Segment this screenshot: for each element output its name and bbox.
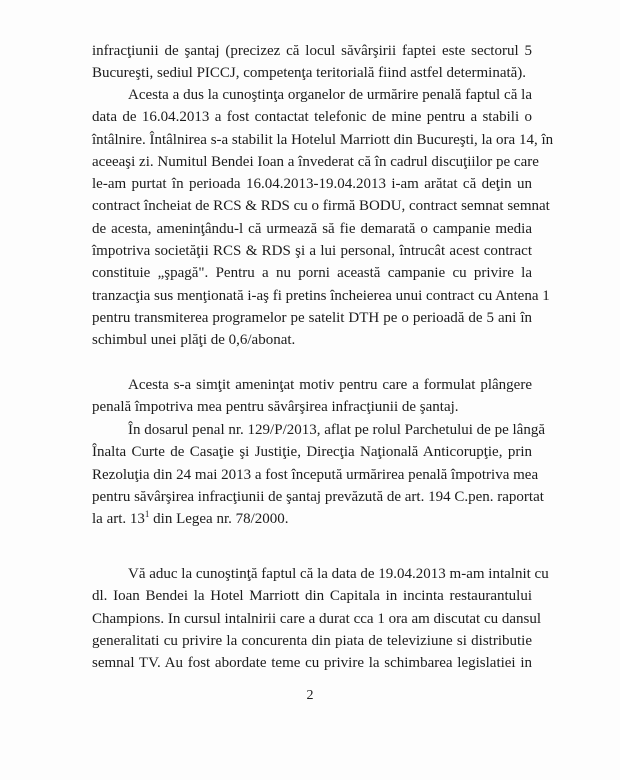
text-line	[92, 508, 532, 530]
text-line: întâlnire. Întâlnirea s-a stabilit la Hotelul Marriott din Bucureşti, la ora 14, în	[92, 131, 554, 148]
text-line-end: din Legea nr. 78/2000.	[149, 511, 289, 528]
paragraph-2	[92, 84, 554, 352]
text-line: dl. Ioan Bendei la Hotel Marriott din Capitala in incinta restaurantului	[92, 588, 532, 605]
text-line: Acesta s-a simţit ameninţat motiv pentru care a formulat plângere	[128, 377, 532, 393]
text-line: tranzacţia sus menţionată i-aş fi pretins încheierea unui contract cu Antena 1	[92, 287, 550, 304]
text-line: schimbul unei plăţi de 0,6/abonat.	[92, 332, 296, 349]
paragraph-5	[92, 563, 549, 674]
text-line: pentru transmiterea programelor pe satelit DTH pe o perioadă de 5 ani în	[92, 309, 532, 326]
text-line: aceeaşi zi. Numitul Bendei Ioan a învederat că în cadrul discuţiilor pe care	[92, 153, 539, 170]
text-line: data de 16.04.2013 a fost contactat telefonic de mine pentru a stabili o	[92, 109, 532, 126]
paragraph-3	[92, 374, 532, 419]
text-line: de acesta, ameninţându-l că urmează să fie demarată o campanie media	[92, 220, 532, 237]
text-line: le-am purtat în perioada 16.04.2013-19.04.2013 i-am arătat că deţin un	[92, 176, 532, 193]
text-line: semnal TV. Au fost abordate teme cu privire la schimbarea legislatiei in	[92, 655, 532, 672]
text-line: Champions. In cursul intalnirii care a durat cca 1 ora am discutat cu dansul	[92, 610, 542, 627]
text-line: Acesta a dus la cunoştinţa organelor de urmărire penală faptul că la	[128, 87, 532, 103]
text-line: Bucureşti, sediul PICCJ, competenţa teritorială fiind astfel determinată).	[92, 65, 527, 82]
paragraph-4	[92, 419, 545, 530]
text-line-start: la art. 13	[92, 511, 145, 528]
text-line: penală împotriva mea pentru săvârşirea infracţiunii de şantaj.	[92, 399, 459, 416]
text-line: Înalta Curte de Casaţie şi Justiţie, Direcţia Naţională Anticorupţie, prin	[92, 444, 532, 461]
superscript: 1	[144, 509, 150, 520]
page-number: 2	[306, 688, 314, 703]
text-line: împotriva societăţii RCS & RDS şi a lui personal, întrucât acest contract	[92, 243, 532, 260]
text-line: contract încheiat de RCS & RDS cu o firmă BODU, contract semnat semnat	[92, 198, 550, 215]
text-line: Rezoluţia din 24 mai 2013 a fost începută urmărirea penală împotriva mea	[92, 466, 539, 483]
text-line: infracţiunii de şantaj (precizez că locul săvârşirii faptei este sectorul 5	[92, 43, 532, 59]
text-line: pentru săvârşirea infracţiunii de şantaj prevăzută de art. 194 C.pen. raportat	[92, 488, 544, 505]
text-line: Vă aduc la cunoştinţă faptul că la data de 19.04.2013 m-am intalnit cu	[128, 566, 549, 582]
text-line: generalitati cu privire la concurenta din piata de televiziune si distributie	[92, 632, 532, 649]
text-line: constituie „şpagă". Pentru a nu porni această campanie cu privire la	[92, 265, 532, 282]
text-line: În dosarul penal nr. 129/P/2013, aflat pe rolul Parchetului de pe lângă	[128, 422, 545, 438]
paragraph-1	[92, 40, 532, 85]
